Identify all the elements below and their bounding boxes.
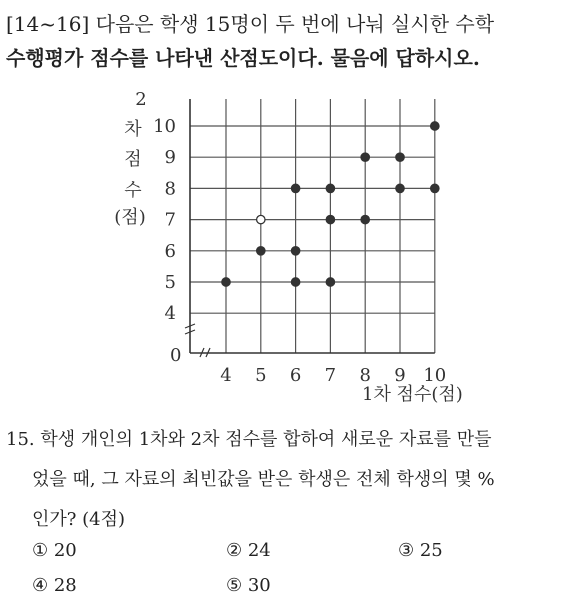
problem-header-line-1: [14~16] 다음은 학생 15명이 두 번에 나눠 실시한 수학 <box>6 12 495 36</box>
x-tick-label: 6 <box>289 365 302 386</box>
x-tick-label: 9 <box>394 365 406 386</box>
y-tick-label: 4 <box>164 303 176 325</box>
x-axis-label: 1차 점수(점) <box>362 384 463 405</box>
data-point <box>326 278 334 286</box>
option-3[interactable]: ③ 25 <box>398 540 443 561</box>
chart-axes <box>185 99 435 357</box>
data-point <box>431 122 439 130</box>
option-5[interactable]: ⑤ 30 <box>226 575 271 596</box>
data-point <box>291 184 299 192</box>
data-point <box>326 215 334 223</box>
question-line-3: 인가? (4점) <box>32 509 126 530</box>
data-point <box>396 184 404 192</box>
x-tick-label: 4 <box>220 365 232 386</box>
y-axis-label-part: 점 <box>124 149 142 170</box>
data-point <box>396 153 404 161</box>
y-tick-label: 7 <box>164 209 176 231</box>
y-axis-label-part: (점) <box>114 207 146 228</box>
x-tick-label: 8 <box>359 365 371 386</box>
y-tick-label: 6 <box>164 240 176 262</box>
y-tick-label: 10 <box>153 116 176 137</box>
data-point <box>257 215 265 223</box>
y-axis-label-part: 수 <box>124 180 142 201</box>
problem-header-line-2: 수행평가 점수를 나타낸 산점도이다. 물음에 답하시오. <box>6 46 480 70</box>
option-4[interactable]: ④ 28 <box>32 575 77 596</box>
origin-label: 0 <box>170 345 182 366</box>
option-1[interactable]: ① 20 <box>32 540 77 561</box>
question-line-2: 었을 때, 그 자료의 최빈값을 받은 학생은 전체 학생의 몇 % <box>32 469 495 490</box>
y-tick-label: 9 <box>164 147 176 169</box>
data-point <box>361 153 369 161</box>
data-point <box>326 184 334 192</box>
data-point <box>222 278 230 286</box>
y-axis-label <box>114 89 146 228</box>
data-point <box>291 278 299 286</box>
y-axis-label-part: 차 <box>124 119 142 140</box>
data-point <box>257 247 265 255</box>
y-tick-label: 5 <box>164 272 176 293</box>
option-2[interactable]: ② 24 <box>226 540 271 561</box>
question-line-1: 15. 학생 개인의 1차와 2차 점수를 합하여 새로운 자료를 만들 <box>6 429 492 450</box>
data-point <box>361 215 369 223</box>
y-axis-label-part: 2 <box>135 89 147 110</box>
data-point <box>431 184 439 192</box>
x-tick-label: 5 <box>255 365 267 386</box>
x-tick-label: 7 <box>324 365 337 386</box>
y-tick-label: 8 <box>164 178 176 200</box>
chart-grid <box>190 99 435 353</box>
x-tick-label: 10 <box>423 365 447 386</box>
data-point <box>291 247 299 255</box>
